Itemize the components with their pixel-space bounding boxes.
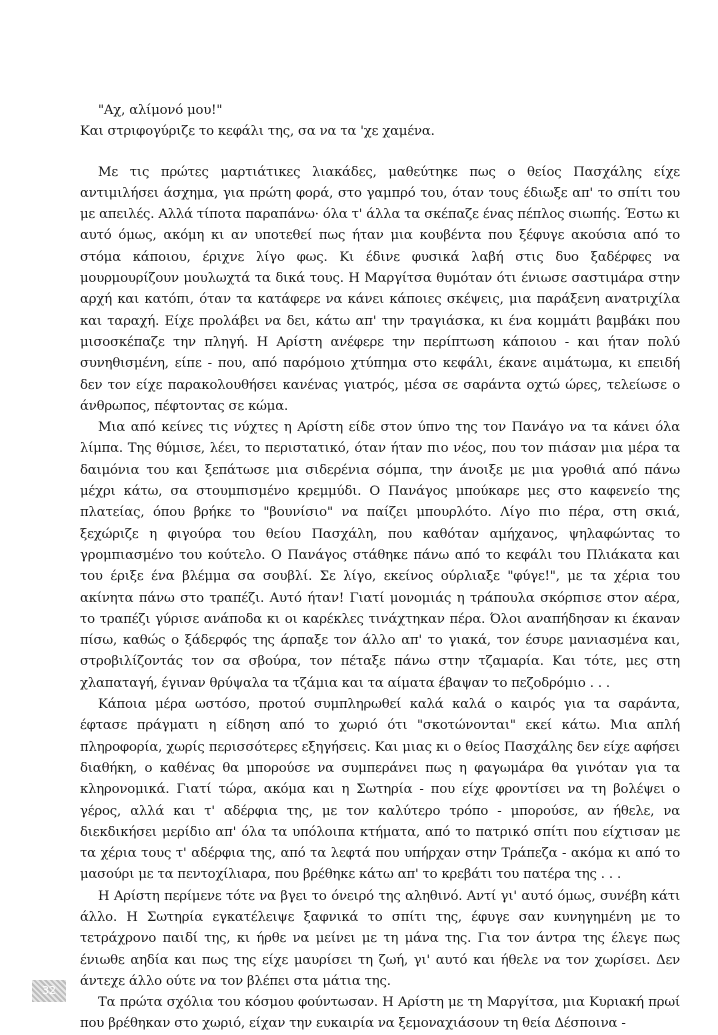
paragraph: Τα πρώτα σχόλια του κόσμου φούντωσαν. Η Αρίστη με τη Μαργίτσα, μια Κυριακή πρωί που βρέθηκαν στο χωριό, είχαν την ευκαιρία να ξεμοναχιάσουν τη θεία Δέσποινα -	[80, 995, 680, 1032]
paragraph: Κάποια μέρα ωστόσο, προτού συμπληρωθεί καλά καλά ο καιρός για τα σαράντα, έφτασε πράγματι η είδηση από το χωριό ότι "σκοτώνονται" εκεί κάτω. Μια απλή πληροφορία, χωρίς περισσότερες εξηγήσεις. Και μιας κι ο θείος Πασχάλης δεν είχε αφήσει διαθήκη, ο καθένας θα μπορούσε να συμπεράνει πως η φαγωμάρα θα γινόταν για τα κληρονομικά. Γιατί τώρα, ακόμα και η Σωτηρία - που είχε φροντίσει να τη βολέψει ο γέρος, αλλά και τ' αδέρφια της, με τον καλύτερο τρόπο - μπορούσε, αν ήθελε, να διεκδικήσει μερίδιο απ' όλα τα υπόλοιπα κτήματα, από το πατρικό σπίτι που είχτισαν με τα χέρια τους τ' αδέρφια της, από τα λεφτά που υπήρχαν στην Τράπεζα - ακόμα κι από το μασούρι με τα πεντοχίλιαρα, που βρέθηκε κάτω απ' το κρεβάτι του πατέρα της . . .	[80, 697, 680, 883]
paragraph: Η Αρίστη περίμενε τότε να βγει το όνειρό της αληθινό. Αντί γι' αυτό όμως, συνέβη κάτι άλλο. Η Σωτηρία εγκατέλειψε ξαφνικά το σπίτι της, έφυγε σαν κυνηγημένη με το τετράχρονο παιδί της, κι ήρθε να μείνει με τη μάνα της. Για τον άντρα της έλεγε πως ένιωθε αηδία και πως της είχε μαυρίσει τη ζωή, γι' αυτό και ήθελε να τον χωρίσει. Δεν άντεχε άλλο ούτε να τον βλέπει στα μάτια της.	[80, 888, 680, 989]
paragraph-gap	[80, 143, 680, 162]
body-text	[80, 100, 680, 1035]
page-number: 32	[32, 980, 66, 1002]
paragraph: "Αχ, αλίμονό μου!"	[98, 103, 223, 118]
paragraph: Μια από κείνες τις νύχτες η Αρίστη είδε στον ύπνο της τον Πανάγο να τα κάνει όλα λίμπα. Της θύμισε, λέει, το περιστατικό, όταν ήταν πιο νέος, που τον πιάσαν μια μέρα τα δαιμόνια του και ξεπάτωσε μια σιδερένια σόμπα, την άνοιξε με μια γροθιά από πάνω μέχρι κάτω, σα στουμπισμένο κρεμμύδι. Ο Πανάγος μπούκαρε μες στο καφενείο της πλατείας, όπου βρήκε το "βουνίσιο" να παίζει μπουρλότο. Λίγο πιο πέρα, στη σκιά, ξεχώριζε η φιγούρα του θείου Πασχάλη, που καθόταν αμήχανος, ψηλαφώντας το γρομπιασμένο του κούτελο. Ο Πανάγος στάθηκε πάνω από το κεφάλι του Πλιάκατα και του έριξε ένα βλέμμα σα σουβλί. Σε λίγο, εκείνος ούρλιαξε "φύγε!", με τα χέρια του ακίνητα πάνω στο τραπέζι. Αυτό ήταν! Γιατί μονομιάς η τράπουλα σκόρπισε στον αέρα, το τραπέζι γύρισε ανάποδα κι οι καρέκλες τινάχτηκαν πέρα. Όλοι αναπήδησαν κι έκαναν πίσω, καθώς ο ξάδερφός της άρπαξε τον άλλο απ' το γιακά, τον έσυρε μανιασμένα και, στροβιλίζοντάς τον σα σβούρα, τον πέταξε πάνω στην τζαμαρία. Και τότε, μες στη χλαπαταγή, έγιναν θρύψαλα τα τζάμια και τα αίματα έβαψαν το πεζοδρόμιο . . .	[80, 420, 680, 691]
paragraph: Και στριφογύριζε το κεφάλι της, σα να τα 'χε χαμένα.	[80, 124, 435, 140]
paragraph: Με τις πρώτες μαρτιάτικες λιακάδες, μαθεύτηκε πως ο θείος Πασχάλης είχε αντιμιλήσει άσχημα, για πρώτη φορά, στο γαμπρό του, όταν τους έδιωξε απ' το σπίτι του με απειλές. Αλλά τίποτα παραπάνω· όλα τ' άλλα τα σκέπαζε ένας πέπλος σιωπής. Έστω κι αυτό όμως, ακόμη κι αν υποτεθεί πως ήταν μια κουβέντα που ξέφυγε ακούσια από το στόμα κάποιου, έριχνε λίγο φως. Κι έδινε φυσικά λαβή στις δυο ξαδέρφες να μουρμουρίζουν μουλωχτά τα δικά τους. Η Μαργίτσα θυμόταν ότι ένιωσε σαστιμάρα στην αρχή και κατόπι, όταν τα κατάφερε να κάνει κάποιες σκέψεις, μια παράξενη ανατριχίλα και ταραχή. Είχε προλάβει να δει, κάτω απ' την τραγιάσκα, κι ένα κομμάτι βαμβάκι που μισοσκέπαζε την πληγή. Η Αρίστη ανέφερε την περίπτωση κάποιου - και ήταν πολύ συνηθισμένη, είπε - που, από παρόμοιο χτύπημα στο κεφάλι, έκανε αιμάτωμα, κι επειδή δεν τον είχε παρακολουθήσει κανένας γιατρός, μέσα σε σαράντα οχτώ ώρες, τελείωσε ο άνθρωπος, πέφτοντας σε κώμα.	[80, 164, 680, 414]
